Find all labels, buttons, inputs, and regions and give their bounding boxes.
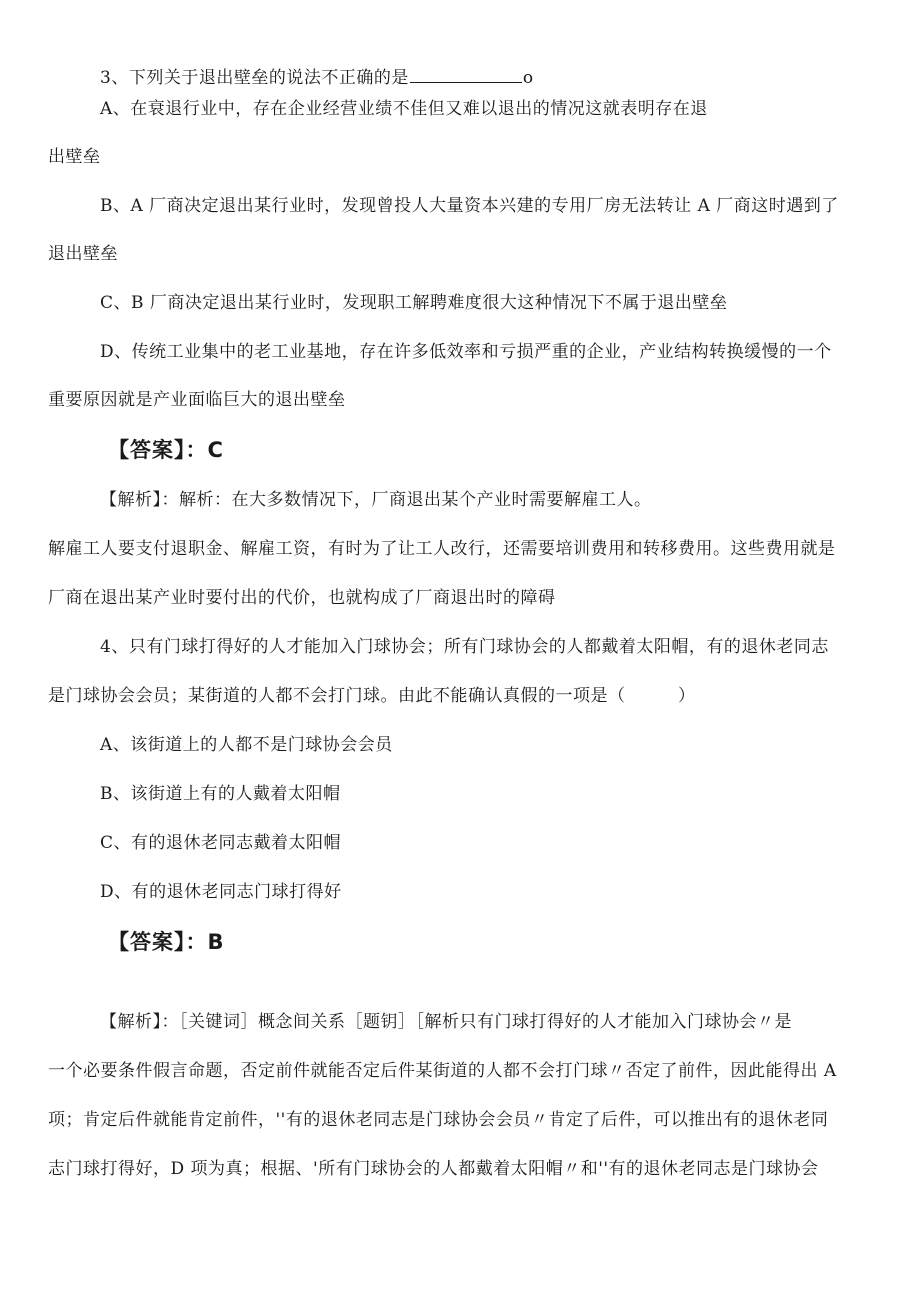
q4-stem-line1: 4、只有门球打得好的人才能加入门球协会；所有门球协会的人都戴着太阳帽，有的退休老同志 xyxy=(100,637,829,657)
q3-option-a-line2: 出壁垒 xyxy=(48,147,101,167)
q3-option-c: C、B 厂商决定退出某行业时，发现职工解聘难度很大这种情况下不属于退出壁垒 xyxy=(100,293,728,313)
q3-answer-blank xyxy=(410,64,522,83)
q4-explanation-line4: 志门球打得好，D 项为真；根据、'所有门球协会的人都戴着太阳帽〃和''有的退休老同志是门球协会 xyxy=(48,1159,819,1179)
q3-answer: 【答案】：C xyxy=(108,438,224,462)
q3-option-a-line1: A、在衰退行业中，存在企业经营业绩不佳但又难以退出的情况这就表明存在退 xyxy=(100,99,708,119)
q3-option-d-line2: 重要原因就是产业面临巨大的退出壁垒 xyxy=(48,390,346,410)
q4-option-c: C、有的退休老同志戴着太阳帽 xyxy=(100,833,342,853)
q3-stem-text: 3、下列关于退出壁垒的说法不正确的是 xyxy=(100,68,409,88)
q4-stem-line2: 是门球协会会员；某街道的人都不会打门球。由此不能确认真假的一项是（ ） xyxy=(48,686,696,706)
q4-answer: 【答案】：B xyxy=(108,930,225,954)
q4-option-a: A、该街道上的人都不是门球协会会员 xyxy=(100,735,393,755)
q3-stem xyxy=(100,64,534,90)
q3-option-d-line1: D、传统工业集中的老工业基地，存在许多低效率和亏损严重的企业，产业结构转换缓慢的一个 xyxy=(100,342,832,362)
q4-option-d: D、有的退休老同志门球打得好 xyxy=(100,882,342,902)
q3-option-b-line1: B、A 厂商决定退出某行业时，发现曾投人大量资本兴建的专用厂房无法转让 A 厂商这时遇到了 xyxy=(100,196,839,216)
q3-stem-tail: o xyxy=(522,68,534,88)
q4-explanation-line1: 【解析】：［关键词］概念间关系［题钥］［解析只有门球打得好的人才能加入门球协会〃是 xyxy=(100,1012,792,1032)
q4-option-b: B、该街道上有的人戴着太阳帽 xyxy=(100,784,341,804)
q3-explanation-line2: 解雇工人要支付退职金、解雇工资，有时为了让工人改行，还需要培训费用和转移费用。这些费用就是 xyxy=(48,539,836,559)
q3-option-b-line2: 退出壁垒 xyxy=(48,244,118,264)
q4-explanation-line2: 一个必要条件假言命题，否定前件就能否定后件某街道的人都不会打门球〃否定了前件，因此能得出 A xyxy=(48,1061,837,1081)
q3-explanation-line3: 厂商在退出某产业时要付出的代价，也就构成了厂商退出时的障碍 xyxy=(48,588,556,608)
q3-explanation-line1: 【解析】：解析：在大多数情况下，厂商退出某个产业时需要解雇工人。 xyxy=(100,490,652,510)
q4-explanation-line3: 项；肯定后件就能肯定前件，''有的退休老同志是门球协会会员〃肯定了后件，可以推出有的退休老同 xyxy=(48,1110,829,1130)
